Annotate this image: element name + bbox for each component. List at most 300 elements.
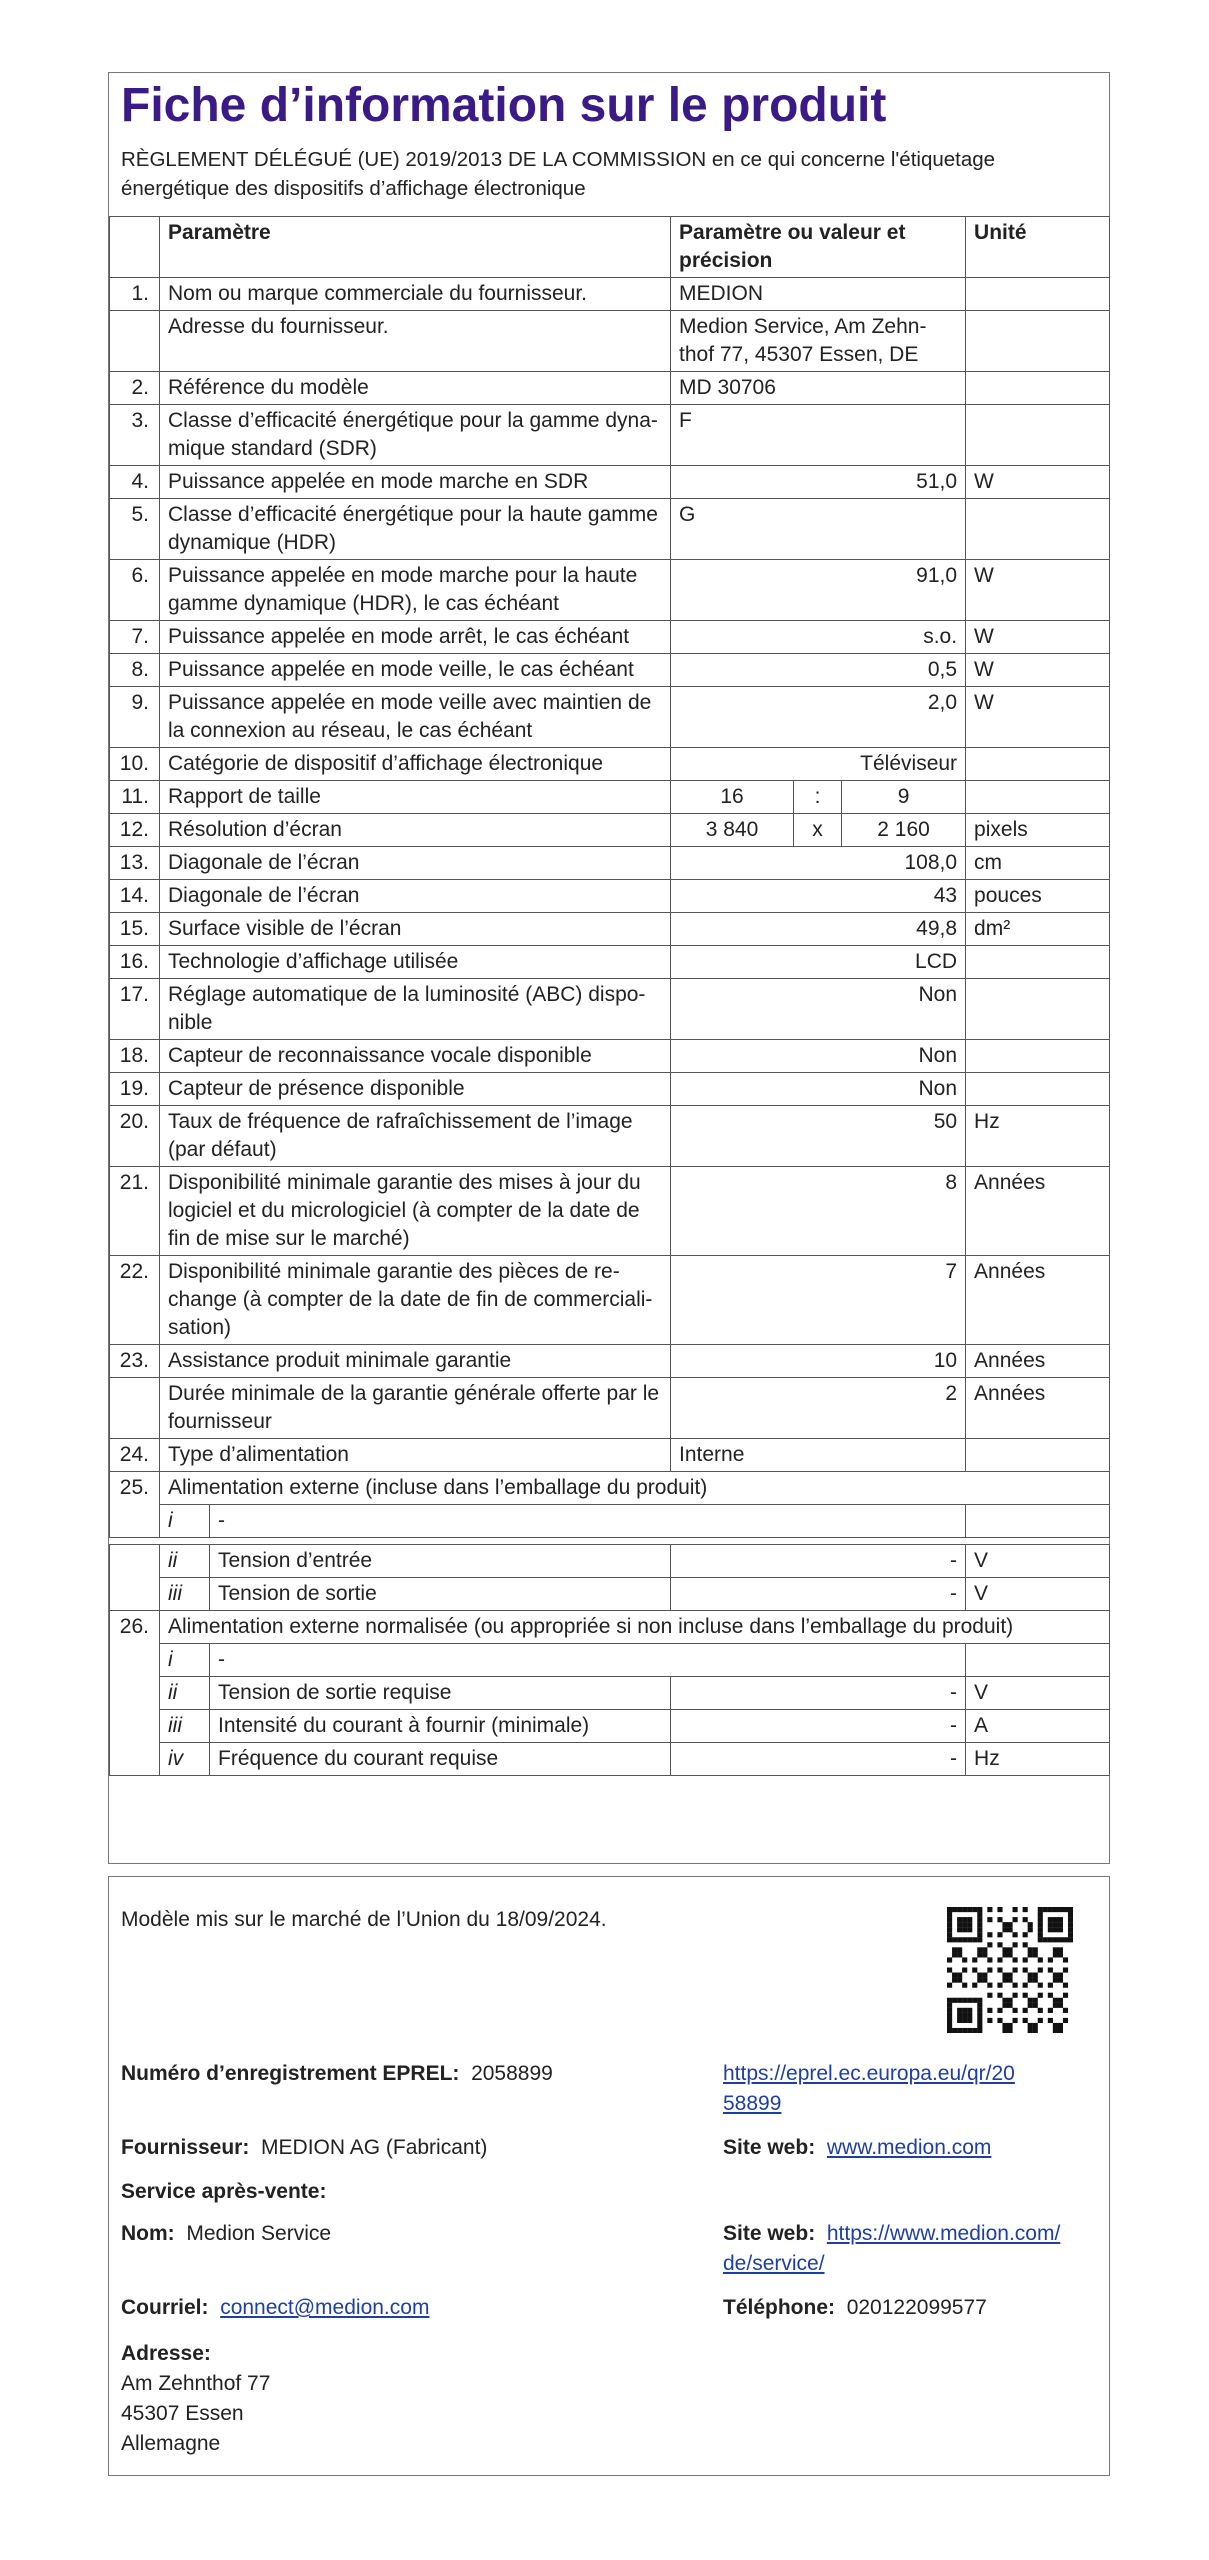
qr-module: [1058, 1978, 1063, 1983]
qr-module: [1028, 2003, 1033, 2008]
qr-module: [952, 1937, 957, 1942]
qr-module: [1063, 1937, 1068, 1942]
address-line-2: 45307 Essen: [121, 2402, 244, 2425]
qr-module: [977, 1917, 982, 1922]
qr-module: [962, 1983, 967, 1988]
qr-module: [1007, 1922, 1012, 1927]
qr-module: [967, 1917, 972, 1922]
table-row: [110, 1073, 1110, 1106]
qr-module: [962, 2013, 967, 2018]
qr-module: [962, 2008, 967, 2013]
qr-module: [1007, 1952, 1012, 1957]
qr-module: [972, 2028, 977, 2033]
ext-number: 25.: [110, 1472, 160, 1538]
qr-module: [1013, 1993, 1018, 1998]
ext-item-row: [110, 1677, 1110, 1710]
qr-module: [1028, 2023, 1033, 2028]
qr-module: [997, 2018, 1002, 2023]
qr-module: [967, 1937, 972, 1942]
qr-code[interactable]: [947, 1907, 1073, 2033]
qr-module: [1048, 1907, 1053, 1912]
qr-module: [1048, 1957, 1053, 1962]
row-value: G: [671, 499, 966, 560]
service-email: [121, 2293, 429, 2323]
row-unit: W: [966, 466, 1110, 499]
ext-item-index: iii: [160, 1578, 210, 1611]
row-parameter: Diagonale de l’écran: [160, 847, 671, 880]
row-number: 22.: [110, 1256, 160, 1345]
qr-module: [1068, 1907, 1073, 1912]
site-link[interactable]: www.medion.com: [826, 2136, 992, 2159]
address-line-1: Am Zehnthof 77: [121, 2372, 271, 2395]
supplier-label: Fournisseur:: [121, 2136, 250, 2159]
qr-module: [977, 1952, 982, 1957]
eprel-number: 2058899: [471, 2062, 553, 2085]
qr-module: [1033, 2003, 1038, 2008]
footer-info-box: [108, 1876, 1110, 2476]
qr-module: [947, 1957, 952, 1962]
qr-module: [1053, 1998, 1058, 2003]
table-row: [110, 372, 1110, 405]
table-row: [110, 1439, 1110, 1472]
supplier: [121, 2133, 487, 2163]
qr-module: [987, 1917, 992, 1922]
qr-module: [962, 1937, 967, 1942]
qr-module: [1013, 1942, 1018, 1947]
ext-item-index: ii: [160, 1545, 210, 1578]
qr-module: [1033, 1978, 1038, 1983]
ext-item-index: i: [160, 1644, 210, 1677]
qr-module: [1013, 1907, 1018, 1912]
row-value: Medion Service, Am Zehn-thof 77, 45307 Essen, DE: [671, 311, 966, 372]
row-unit: [966, 311, 1110, 372]
qr-module: [947, 2018, 952, 2023]
qr-module: [947, 1907, 952, 1912]
row-unit: Années: [966, 1378, 1110, 1439]
qr-module: [962, 1927, 967, 1932]
qr-module: [1023, 1967, 1028, 1972]
row-parameter: Diagonale de l’écran: [160, 880, 671, 913]
eprel-registration: [121, 2059, 553, 2089]
qr-module: [1048, 2018, 1053, 2023]
qr-module: [952, 2028, 957, 2033]
row-value: Non: [671, 1073, 966, 1106]
qr-module: [1068, 1927, 1073, 1932]
qr-module: [997, 1907, 1002, 1912]
qr-module: [1048, 1993, 1053, 1998]
qr-module: [1028, 1952, 1033, 1957]
qr-module: [1048, 1917, 1053, 1922]
qr-module: [1058, 1973, 1063, 1978]
qr-module: [957, 2008, 962, 2013]
row-parameter: Disponibilité minimale garantie des mises à jour du logiciel et du micrologiciel (à compter de la date de fin de mise sur le marché): [160, 1167, 671, 1256]
qr-module: [1063, 1967, 1068, 1972]
table-row: [110, 946, 1110, 979]
qr-module: [962, 1957, 967, 1962]
qr-module: [1053, 2028, 1058, 2033]
qr-module: [1013, 1983, 1018, 1988]
qr-module: [1023, 1957, 1028, 1962]
qr-module: [1023, 1907, 1028, 1912]
qr-module: [1007, 1998, 1012, 2003]
qr-module: [1002, 1978, 1007, 1983]
header-unit: Unité: [966, 217, 1110, 278]
row-unit: [966, 1073, 1110, 1106]
spec-table: [109, 216, 1110, 1776]
qr-module: [972, 1907, 977, 1912]
ext-item-unit: V: [966, 1677, 1110, 1710]
qr-module: [1068, 1937, 1073, 1942]
qr-module: [952, 1907, 957, 1912]
row-number: 9.: [110, 687, 160, 748]
ext-item-value: -: [671, 1677, 966, 1710]
ext-item-label: Tension d’entrée: [210, 1545, 671, 1578]
qr-module: [1053, 1927, 1058, 1932]
row-number: 24.: [110, 1439, 160, 1472]
row-value-left: 16: [671, 781, 794, 814]
ext-number: 26.: [110, 1611, 160, 1776]
row-parameter: Capteur de présence disponible: [160, 1073, 671, 1106]
table-row: [110, 1345, 1110, 1378]
row-unit: Années: [966, 1256, 1110, 1345]
qr-module: [1048, 1937, 1053, 1942]
qr-module: [977, 1937, 982, 1942]
row-value: Téléviseur: [671, 748, 966, 781]
ext-number-continued: [110, 1545, 160, 1611]
table-row: [110, 560, 1110, 621]
qr-module: [1038, 2008, 1043, 2013]
ext-item-index: ii: [160, 1677, 210, 1710]
table-row: [110, 687, 1110, 748]
row-unit: [966, 499, 1110, 560]
qr-module: [1038, 1932, 1043, 1937]
qr-module: [1063, 1907, 1068, 1912]
qr-module: [977, 2003, 982, 2008]
row-number: 1.: [110, 278, 160, 311]
ext-item-label: Intensité du courant à fournir (minimale): [210, 1710, 671, 1743]
qr-module: [952, 1952, 957, 1957]
row-number: [110, 1378, 160, 1439]
row-unit: [966, 372, 1110, 405]
qr-module: [1033, 1947, 1038, 1952]
qr-module: [1053, 1952, 1058, 1957]
qr-module: [1058, 1947, 1063, 1952]
ext-item-label: -: [210, 1644, 966, 1677]
product-information-sheet: [108, 72, 1110, 1864]
row-parameter: Capteur de reconnaissance vocale disponible: [160, 1040, 671, 1073]
row-number: 23.: [110, 1345, 160, 1378]
ext-item-label: Tension de sortie: [210, 1578, 671, 1611]
qr-module: [977, 1922, 982, 1927]
row-value: 2,0: [671, 687, 966, 748]
qr-module: [1033, 1973, 1038, 1978]
table-header-row: [110, 217, 1110, 278]
row-unit: [966, 405, 1110, 466]
row-number: 4.: [110, 466, 160, 499]
service-site-link-line-1[interactable]: https://www.medion.com/: [826, 2222, 1061, 2245]
qr-module: [977, 2023, 982, 2028]
qr-module: [1063, 1957, 1068, 1962]
phone-label: Téléphone:: [723, 2296, 836, 2319]
row-value: 50: [671, 1106, 966, 1167]
qr-module: [1048, 1927, 1053, 1932]
row-parameter: Technologie d’affichage utilisée: [160, 946, 671, 979]
qr-module: [967, 2018, 972, 2023]
row-unit: [966, 946, 1110, 979]
mail-link[interactable]: connect@medion.com: [220, 2296, 430, 2319]
row-value: s.o.: [671, 621, 966, 654]
qr-module: [1058, 1917, 1063, 1922]
eprel-label: Numéro d’enregistrement EPREL:: [121, 2062, 460, 2085]
qr-module: [1053, 2003, 1058, 2008]
ext-item-row: [110, 1545, 1110, 1578]
qr-module: [1028, 1947, 1033, 1952]
ext-item-value: -: [671, 1710, 966, 1743]
row-number: 14.: [110, 880, 160, 913]
service-site-label: Site web:: [723, 2222, 816, 2245]
qr-module: [967, 2008, 972, 2013]
qr-module: [987, 2018, 992, 2023]
qr-module: [1058, 1927, 1063, 1932]
qr-module: [967, 1927, 972, 1932]
qr-module: [957, 2028, 962, 2033]
qr-module: [967, 2013, 972, 2018]
qr-module: [1068, 1912, 1073, 1917]
qr-module: [997, 1942, 1002, 1947]
qr-module: [947, 1998, 952, 2003]
qr-module: [1063, 2018, 1068, 2023]
qr-module: [952, 1998, 957, 2003]
row-value: 10: [671, 1345, 966, 1378]
qr-module: [967, 1998, 972, 2003]
row-unit: pixels: [966, 814, 1110, 847]
qr-module: [1063, 1983, 1068, 1988]
row-value: 8: [671, 1167, 966, 1256]
qr-module: [1063, 1993, 1068, 1998]
table-row: [110, 499, 1110, 560]
table-row: [110, 621, 1110, 654]
qr-module: [947, 2028, 952, 2033]
qr-module: [1053, 1907, 1058, 1912]
table-row: [110, 311, 1110, 372]
qr-module: [987, 2008, 992, 2013]
eprel-link-line-2[interactable]: 58899: [723, 2092, 782, 2115]
qr-module: [1053, 1917, 1058, 1922]
row-number: 18.: [110, 1040, 160, 1073]
qr-module: [1038, 1927, 1043, 1932]
ext-item-unit: A: [966, 1710, 1110, 1743]
row-parameter: Type d’alimentation: [160, 1439, 671, 1472]
row-value-right: 9: [842, 781, 966, 814]
qr-module: [1053, 1978, 1058, 1983]
qr-module: [957, 1922, 962, 1927]
row-parameter: Résolution d’écran: [160, 814, 671, 847]
qr-module: [972, 1967, 977, 1972]
qr-module: [1002, 1998, 1007, 2003]
qr-module: [947, 2008, 952, 2013]
row-value: MD 30706: [671, 372, 966, 405]
qr-module: [977, 1998, 982, 2003]
ext-item-row: [110, 1578, 1110, 1611]
qr-module: [947, 1927, 952, 1932]
row-unit: [966, 781, 1110, 814]
table-row: [110, 405, 1110, 466]
row-number: 3.: [110, 405, 160, 466]
qr-module: [1058, 1907, 1063, 1912]
qr-module: [1038, 1907, 1043, 1912]
row-value: F: [671, 405, 966, 466]
qr-module: [1038, 1922, 1043, 1927]
row-parameter: Rapport de taille: [160, 781, 671, 814]
qr-module: [977, 2028, 982, 2033]
qr-module: [1007, 2023, 1012, 2028]
qr-module: [1013, 1917, 1018, 1922]
row-unit: Hz: [966, 1106, 1110, 1167]
eprel-link[interactable]: [723, 2059, 1083, 2119]
ext-item-row: [110, 1505, 1110, 1538]
table-row: [110, 814, 1110, 847]
table-row: [110, 466, 1110, 499]
market-date: Modèle mis sur le marché de l’Union du 18/09/2024.: [121, 1908, 607, 1931]
ext-item-row: [110, 1644, 1110, 1677]
ext-item-unit: [966, 1505, 1110, 1538]
qr-module: [1023, 1932, 1028, 1937]
row-parameter: Disponibilité minimale garantie des pièces de re-change (à compter de la date de fin de commerciali-sation): [160, 1256, 671, 1345]
address-line-3: Allemagne: [121, 2432, 221, 2455]
qr-module: [1053, 1922, 1058, 1927]
qr-module: [1028, 1973, 1033, 1978]
qr-module: [947, 1937, 952, 1942]
qr-module: [1048, 1983, 1053, 1988]
qr-module: [1038, 1993, 1043, 1998]
qr-module: [1058, 1998, 1063, 2003]
row-number: 17.: [110, 979, 160, 1040]
row-parameter: Taux de fréquence de rafraîchissement de l’image (par défaut): [160, 1106, 671, 1167]
row-number: 5.: [110, 499, 160, 560]
row-value: 7: [671, 1256, 966, 1345]
qr-module: [1033, 1998, 1038, 2003]
qr-module: [1058, 1937, 1063, 1942]
row-number: 19.: [110, 1073, 160, 1106]
qr-module: [967, 1907, 972, 1912]
row-number: 20.: [110, 1106, 160, 1167]
phone-value: 020122099577: [846, 2296, 987, 2319]
qr-module: [967, 2028, 972, 2033]
qr-module: [1058, 2028, 1063, 2033]
qr-module: [957, 2018, 962, 2023]
row-parameter: Puissance appelée en mode veille avec maintien de la connexion au réseau, le cas échéant: [160, 687, 671, 748]
row-parameter: Puissance appelée en mode marche en SDR: [160, 466, 671, 499]
table-row: [110, 1167, 1110, 1256]
row-parameter: Réglage automatique de la luminosité (ABC) dispo-nible: [160, 979, 671, 1040]
row-parameter: Puissance appelée en mode marche pour la haute gamme dynamique (HDR), le cas échéant: [160, 560, 671, 621]
qr-module: [962, 1967, 967, 1972]
header-parameter: Paramètre: [160, 217, 671, 278]
service-site-link-line-2[interactable]: de/service/: [723, 2252, 825, 2275]
service-phone: [723, 2293, 987, 2323]
eprel-link-line-1[interactable]: https://eprel.ec.europa.eu/qr/20: [723, 2062, 1015, 2085]
qr-module: [1028, 2028, 1033, 2033]
ext-supply-row: [110, 1472, 1110, 1505]
qr-module: [982, 1947, 987, 1952]
row-number: 12.: [110, 814, 160, 847]
qr-module: [1048, 1922, 1053, 1927]
qr-module: [1023, 1942, 1028, 1947]
qr-module: [957, 1917, 962, 1922]
qr-module: [947, 1983, 952, 1988]
qr-module: [1068, 1917, 1073, 1922]
qr-module: [1053, 2023, 1058, 2028]
qr-module: [1002, 1947, 1007, 1952]
ext-item-value: -: [671, 1743, 966, 1776]
row-unit: Années: [966, 1167, 1110, 1256]
row-number: 13.: [110, 847, 160, 880]
table-row: [110, 880, 1110, 913]
qr-module: [977, 1947, 982, 1952]
row-value-separator: :: [794, 781, 842, 814]
qr-module: [997, 2008, 1002, 2013]
table-gap-cell: [110, 1538, 1110, 1545]
qr-module: [1002, 2003, 1007, 2008]
qr-module: [1007, 1973, 1012, 1978]
ext-item-row: [110, 1710, 1110, 1743]
row-parameter: Surface visible de l’écran: [160, 913, 671, 946]
table-row: [110, 654, 1110, 687]
row-unit: W: [966, 654, 1110, 687]
qr-module: [1007, 2028, 1012, 2033]
row-parameter: Assistance produit minimale garantie: [160, 1345, 671, 1378]
row-value: 91,0: [671, 560, 966, 621]
ext-item-unit: V: [966, 1578, 1110, 1611]
qr-module: [1002, 1927, 1007, 1932]
row-unit: pouces: [966, 880, 1110, 913]
row-parameter: Catégorie de dispositif d’affichage électronique: [160, 748, 671, 781]
row-value: Non: [671, 1040, 966, 1073]
qr-module: [1038, 1917, 1043, 1922]
qr-module: [1023, 1993, 1028, 1998]
row-number: 10.: [110, 748, 160, 781]
qr-module: [1053, 1973, 1058, 1978]
header-value: Paramètre ou valeur et précision: [671, 217, 966, 278]
qr-module: [997, 1917, 1002, 1922]
qr-module: [962, 2018, 967, 2023]
qr-module: [997, 1957, 1002, 1962]
row-number: 2.: [110, 372, 160, 405]
qr-module: [977, 1907, 982, 1912]
qr-module: [1038, 1957, 1043, 1962]
row-unit: Années: [966, 1345, 1110, 1378]
qr-module: [1007, 2003, 1012, 2008]
qr-module: [972, 1937, 977, 1942]
qr-module: [1058, 1922, 1063, 1927]
qr-module: [957, 1998, 962, 2003]
ext-item-row: [110, 1743, 1110, 1776]
row-unit: W: [966, 687, 1110, 748]
row-parameter: Classe d’efficacité énergétique pour la gamme dyna-mique standard (SDR): [160, 405, 671, 466]
qr-module: [997, 1993, 1002, 1998]
ext-item-label: -: [210, 1505, 966, 1538]
table-row: [110, 847, 1110, 880]
row-value: Non: [671, 979, 966, 1040]
qr-module: [987, 1957, 992, 1962]
qr-module: [1028, 1978, 1033, 1983]
qr-module: [947, 1922, 952, 1927]
table-row: [110, 748, 1110, 781]
qr-module: [982, 1952, 987, 1957]
qr-module: [1033, 1952, 1038, 1957]
qr-module: [1007, 1927, 1012, 1932]
supplier-website: [723, 2133, 991, 2163]
